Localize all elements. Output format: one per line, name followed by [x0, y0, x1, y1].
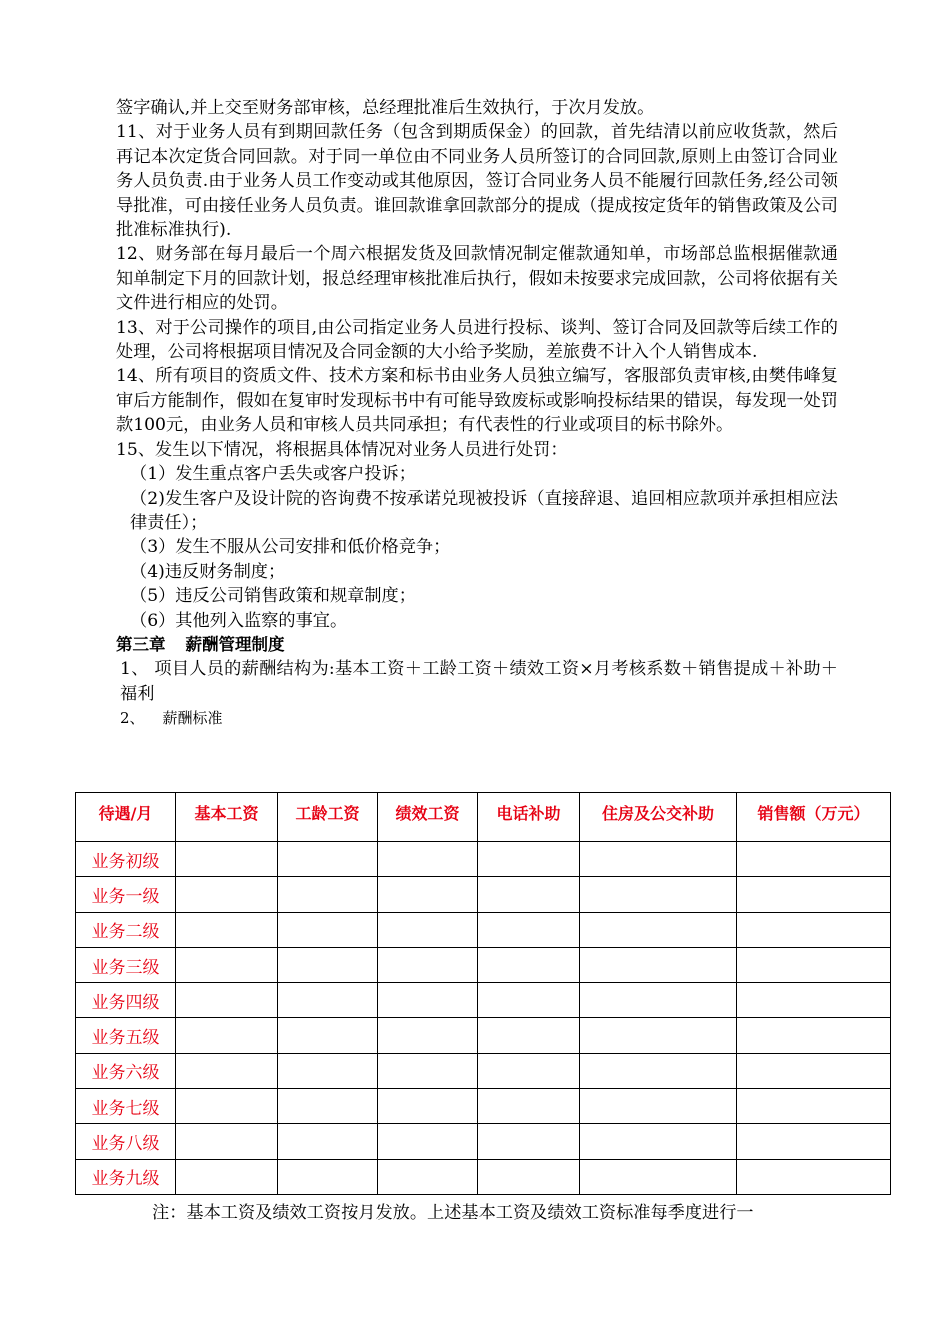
- table-cell: [378, 912, 478, 947]
- table-cell: [278, 842, 378, 877]
- table-row: [76, 912, 891, 947]
- table-cell: [580, 1159, 737, 1194]
- table-row: [76, 1018, 891, 1053]
- table-cell: [176, 1089, 278, 1124]
- table-row: [76, 1124, 891, 1159]
- table-cell: [478, 1124, 580, 1159]
- table-cell: [378, 1053, 478, 1088]
- table-cell: [278, 1159, 378, 1194]
- table-cell: [176, 983, 278, 1018]
- penalty-item-4: （4)违反财务制度；: [130, 561, 286, 582]
- salary-standard-text: 薪酬标准: [162, 709, 223, 728]
- level-cell: 业务一级: [76, 877, 176, 912]
- table-row: [76, 947, 891, 982]
- table-cell: [478, 983, 580, 1018]
- table-cell: [580, 1053, 737, 1088]
- level-cell: 业务三级: [76, 947, 176, 982]
- table-cell: [278, 1124, 378, 1159]
- chapter-number: 第三章: [116, 634, 166, 654]
- penalty-item-3: （3）发生不服从公司安排和低价格竞争；: [130, 537, 451, 558]
- table-cell: [580, 1018, 737, 1053]
- table-cell: [478, 947, 580, 982]
- paragraph-13: 13、对于公司操作的项目,由公司指定业务人员进行投标、谈判、签订合同及回款等后续工作的处理，公司将根据项目情况及合同金额的大小给予奖励，差旅费不计入个人销售成本.: [116, 317, 838, 363]
- table-cell: [478, 912, 580, 947]
- paragraph-14: 14、所有项目的资质文件、技术方案和标书由业务人员独立编写，客服部负责审核,由樊伟峰复审后方能制作，假如在复审时发现标书中有可能导致废标或影响投标结果的错误，每发现一处罚款100元，由业务人员和审核人员共同承担；有代表性的行业或项目的标书除外。: [116, 366, 838, 436]
- header-cell: 绩效工资: [378, 793, 478, 842]
- paragraph-intro: 签字确认,并上交至财务部审核，总经理批准后生效执行，于次月发放。: [116, 98, 655, 118]
- table-cell: [176, 912, 278, 947]
- table-cell: [176, 1159, 278, 1194]
- table-cell: [378, 1018, 478, 1053]
- table-cell: [278, 1018, 378, 1053]
- level-cell: 业务八级: [76, 1124, 176, 1159]
- table-cell: [580, 1124, 737, 1159]
- table-cell: [737, 1089, 891, 1124]
- table-cell: [478, 1159, 580, 1194]
- paragraph-15: 15、发生以下情况，将根据具体情况对业务人员进行处罚：: [116, 439, 568, 460]
- table-header-row: [76, 793, 891, 842]
- table-row: [76, 1159, 891, 1194]
- table-cell: [737, 983, 891, 1018]
- level-cell: 业务六级: [76, 1053, 176, 1088]
- salary-table: [75, 792, 891, 1195]
- table-cell: [278, 912, 378, 947]
- table-cell: [278, 947, 378, 982]
- table-cell: [176, 877, 278, 912]
- table-cell: [737, 1159, 891, 1194]
- level-cell: 业务九级: [76, 1159, 176, 1194]
- penalty-item-6: （6）其他列入监察的事宜。: [130, 610, 348, 631]
- table-cell: [737, 912, 891, 947]
- level-cell: 业务初级: [76, 842, 176, 877]
- table-cell: [478, 877, 580, 912]
- level-cell: 业务五级: [76, 1018, 176, 1053]
- table-cell: [378, 1124, 478, 1159]
- table-cell: [737, 842, 891, 877]
- table-cell: [580, 842, 737, 877]
- level-cell: 业务七级: [76, 1089, 176, 1124]
- salary-note: 注：基本工资及绩效工资按月发放。上述基本工资及绩效工资标准每季度进行一: [152, 1203, 754, 1223]
- table-cell: [278, 1053, 378, 1088]
- table-cell: [176, 1053, 278, 1088]
- table-row: [76, 983, 891, 1018]
- chapter-heading: [116, 633, 838, 657]
- penalty-item-5: （5）违反公司销售政策和规章制度；: [130, 586, 416, 607]
- salary-structure: 1、 项目人员的薪酬结构为:基本工资＋工龄工资＋绩效工资×月考核系数＋销售提成＋补助＋福利: [120, 659, 838, 704]
- table-cell: [580, 947, 737, 982]
- table-cell: [478, 1089, 580, 1124]
- header-cell: 电话补助: [478, 793, 580, 842]
- table-cell: [580, 877, 737, 912]
- table-cell: [478, 1053, 580, 1088]
- table-cell: [176, 1018, 278, 1053]
- header-cell: 基本工资: [176, 793, 278, 842]
- table-cell: [378, 877, 478, 912]
- table-cell: [580, 983, 737, 1018]
- table-cell: [378, 947, 478, 982]
- header-cell: 住房及公交补助: [580, 793, 737, 842]
- table-cell: [378, 1159, 478, 1194]
- paragraph-11: 11、对于业务人员有到期回款任务（包含到期质保金）的回款，首先结清以前应收货款，然后再记本次定货合同回款。对于同一单位由不同业务人员所签订的合同回款,原则上由签订合同业务人员负责.由于业务人员工作变动或其他原因，签订合同业务人员不能履行回款任务,经公司领导批准，可由接任业务人员负责。谁回款谁拿回款部分的提成（提成按定货年的销售政策及公司批准标准执行).: [116, 122, 838, 241]
- table-row: [76, 1089, 891, 1124]
- paragraph-12: 12、财务部在每月最后一个周六根据发货及回款情况制定催款通知单，市场部总监根据催款通知单制定下月的回款计划，报总经理审核批准后执行，假如未按要求完成回款，公司将依据有关文件进行相应的处罚。: [116, 244, 838, 314]
- table-cell: [378, 983, 478, 1018]
- table-cell: [378, 1089, 478, 1124]
- header-cell: 销售额（万元）: [737, 793, 891, 842]
- table-cell: [278, 1089, 378, 1124]
- salary-standard-label: [116, 706, 838, 730]
- table-cell: [580, 1089, 737, 1124]
- table-row: [76, 842, 891, 877]
- table-cell: [580, 912, 737, 947]
- penalty-item-2: （2)发生客户及设计院的咨询费不按承诺兑现被投诉（直接辞退、追回相应款项并承担相应法律责任）；: [130, 488, 838, 533]
- salary-table-body: [76, 842, 891, 1195]
- chapter-title: 薪酬管理制度: [185, 634, 285, 654]
- table-cell: [737, 1053, 891, 1088]
- table-cell: [737, 1018, 891, 1053]
- table-cell: [478, 1018, 580, 1053]
- table-cell: [278, 877, 378, 912]
- document-body: [116, 96, 838, 731]
- table-cell: [737, 1124, 891, 1159]
- table-cell: [478, 842, 580, 877]
- table-cell: [278, 983, 378, 1018]
- penalty-item-1: （1）发生重点客户丢失或客户投诉；: [130, 464, 416, 485]
- table-row: [76, 877, 891, 912]
- level-cell: 业务二级: [76, 912, 176, 947]
- table-cell: [176, 947, 278, 982]
- level-cell: 业务四级: [76, 983, 176, 1018]
- table-cell: [176, 1124, 278, 1159]
- header-cell: 待遇/月: [76, 793, 176, 842]
- table-cell: [737, 877, 891, 912]
- table-row: [76, 1053, 891, 1088]
- header-cell: 工龄工资: [278, 793, 378, 842]
- table-cell: [176, 842, 278, 877]
- table-cell: [378, 842, 478, 877]
- salary-standard-num: 2、: [120, 709, 145, 728]
- table-cell: [737, 947, 891, 982]
